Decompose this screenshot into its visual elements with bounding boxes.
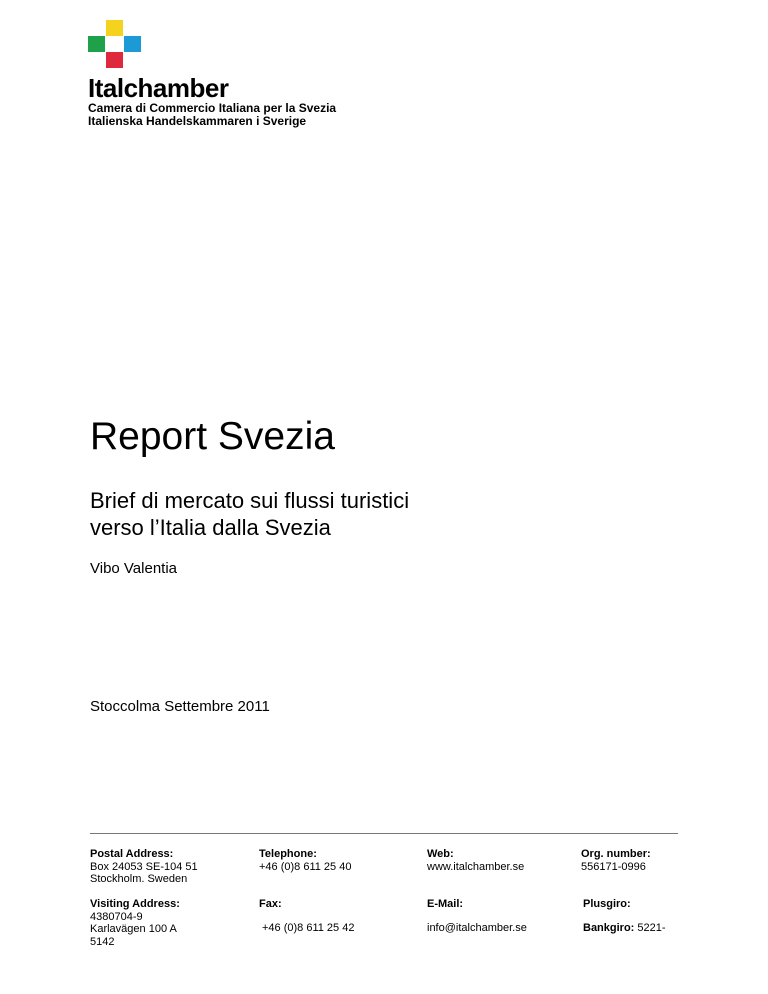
logo-square-blue [124, 36, 141, 52]
logo-subtitle-italian: Camera di Commercio Italiana per la Svezia [88, 101, 337, 115]
footer-divider [90, 833, 678, 834]
logo-square-yellow [106, 20, 123, 36]
footer-bankgiro [583, 922, 666, 935]
postal-address-line2: Stockholm. Sweden [90, 873, 188, 885]
footer-postal-address [90, 848, 198, 886]
report-title: Report Svezia [90, 415, 335, 458]
footer-fax-value [262, 922, 354, 935]
footer-plusgiro [583, 898, 631, 911]
footer-email-value [427, 922, 527, 935]
email-value: info@italchamber.se [427, 922, 527, 934]
telephone-value: +46 (0)8 611 25 40 [259, 860, 352, 873]
postal-address-label: Postal Address: [90, 848, 174, 860]
fax-label: Fax: [259, 898, 282, 910]
logo-square-green [88, 36, 105, 52]
bankgiro-label: Bankgiro: [583, 922, 635, 934]
visiting-address-line2: Karlavägen 100 A [90, 923, 177, 935]
org-number-label: Org. number: [581, 848, 651, 860]
report-subtitle [90, 487, 610, 541]
logo-subtitle-swedish: Italienska Handelskammaren i Sverige [88, 114, 307, 128]
postal-address-line1: Box 24053 SE-104 51 [90, 860, 198, 873]
footer-fax-label [259, 898, 282, 911]
footer-email-label [427, 898, 463, 911]
web-value: www.italchamber.se [427, 860, 525, 873]
fax-value: +46 (0)8 611 25 42 [262, 922, 355, 934]
email-label: E-Mail: [427, 898, 464, 910]
plusgiro-label: Plusgiro: [583, 898, 631, 910]
logo-square-red [106, 52, 123, 68]
web-label: Web: [427, 848, 454, 860]
footer-org-number [581, 848, 651, 873]
report-subtitle-line1: Brief di mercato sui flussi turistici [90, 488, 410, 513]
logo-brand-name: Italchamber [88, 73, 229, 103]
visiting-address-label: Visiting Address: [90, 898, 180, 910]
footer-web [427, 848, 524, 873]
report-location: Vibo Valentia [90, 560, 178, 577]
report-date: Stoccolma Settembre 2011 [90, 698, 270, 715]
footer-visiting-address [90, 898, 180, 948]
telephone-label: Telephone: [259, 848, 317, 860]
report-subtitle-line2: verso l’Italia dalla Svezia [90, 515, 331, 540]
bankgiro-value: 5221- [637, 922, 666, 934]
italchamber-logo-mark [88, 20, 142, 68]
org-number-value: 556171-0996 [581, 860, 646, 873]
footer-telephone [259, 848, 351, 873]
visiting-address-line1: 4380704-9 [90, 910, 143, 923]
visiting-address-line3: 5142 [90, 935, 115, 948]
